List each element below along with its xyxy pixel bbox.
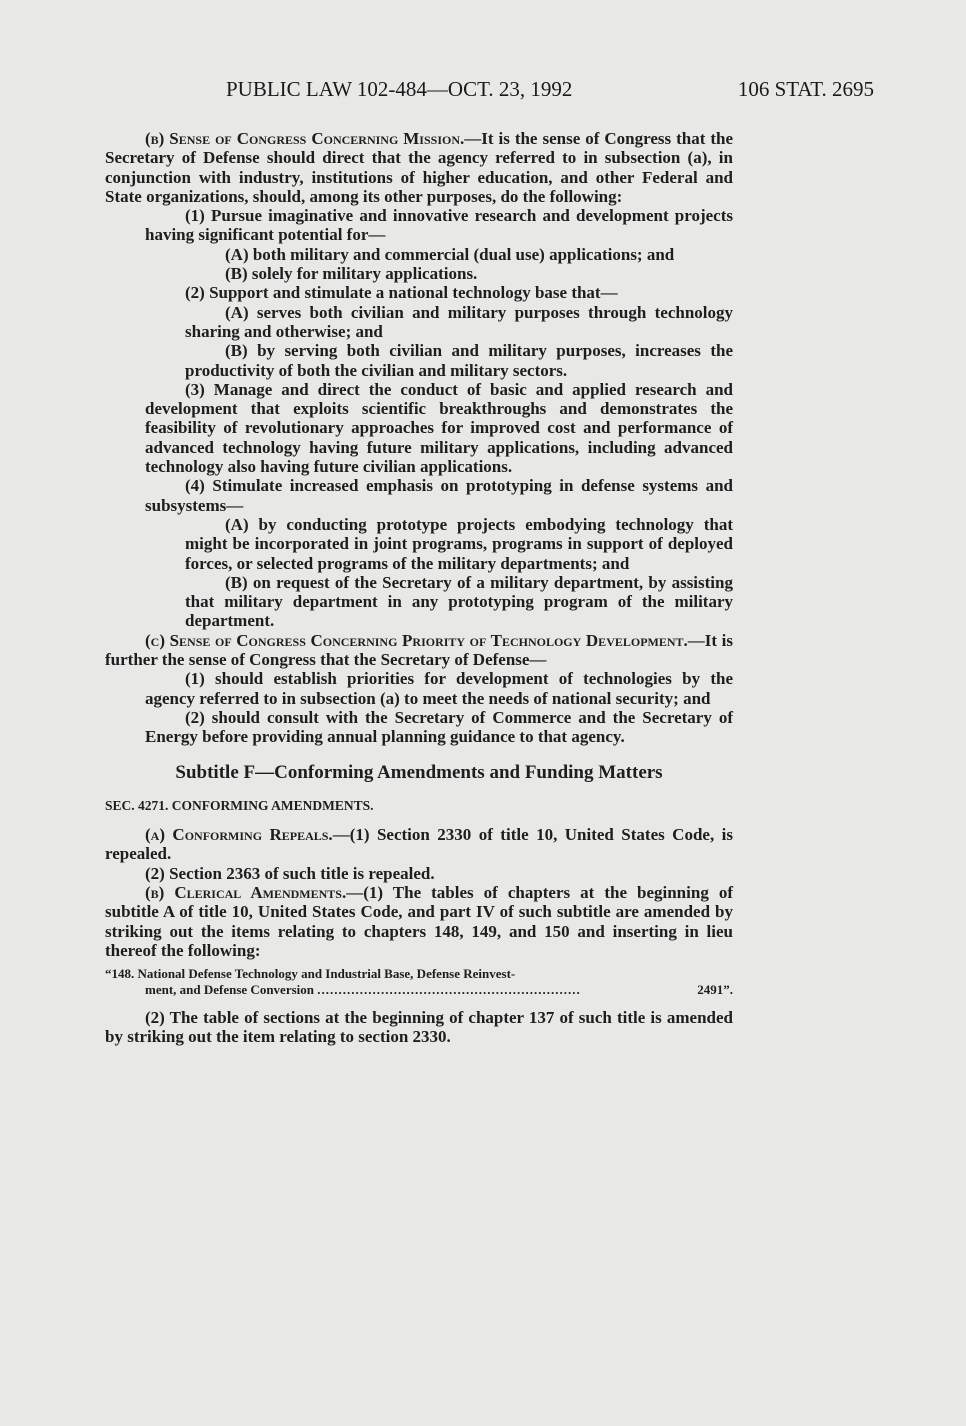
header-title: PUBLIC LAW 102-484—OCT. 23, 1992 [226,77,573,101]
subsection-a-text: —(1) Section 2330 of title 10, United States Code, is repealed. [105,825,733,864]
subtitle-heading: Subtitle F—Conforming Amendments and Funding Matters [175,761,663,783]
paragraph-4-A: (A) by conducting prototype projects embodying technology that might be incorporated in joint programs, programs in support of deployed forces, or selected programs of the military departments; and [185,514,733,573]
subsection-b-heading: (b) Sense of Congress Concerning Mission. [145,129,465,148]
subsection-a-2: (2) Section 2363 of such title is repealed. [145,863,435,883]
paragraph-4: (4) Stimulate increased emphasis on prototyping in defense systems and subsystems— [145,476,733,515]
document-body [105,129,733,1047]
toc-entry-line2: ment, and Defense Conversion [145,982,314,998]
subsection-b-text: —It is the sense of Congress that the Secretary of Defense should direct that the agency referred to in subsection (a), in conjunction with industry, institutions of higher education, and other Federal and State organizations, should, among its other purposes, do the following: [105,129,733,206]
subsection-c-heading: (c) Sense of Congress Concerning Priority of Technology Development. [145,630,688,650]
paragraph-2-A: (A) serves both civilian and military purposes through technology sharing and otherwise; and [185,302,733,341]
paragraph-2-B: (B) by serving both civilian and military purposes, increases the productivity of both the civilian and military sectors. [185,341,733,380]
subsection-b-clerical-text: —(1) The tables of chapters at the beginning of subtitle A of title 10, United States Code, and part IV of such subtitle are amended by striking out the items relating to chapters 148, 149, and 150 and inserting in lieu thereof the following: [105,882,733,960]
subsection-a [105,825,733,864]
subsection-b-clerical-2: (2) The table of sections at the beginning of chapter 137 of such title is amended by striking out the item relating to section 2330. [105,1008,733,1047]
toc-leader-dots: .............................................................. [317,982,581,998]
subsection-b [105,129,733,206]
subsection-c-text: —It is further the sense of Congress that the Secretary of Defense— [105,630,733,670]
section-heading: SEC. 4271. CONFORMING AMENDMENTS. [105,797,374,813]
toc-entry-line1: “148. National Defense Technology and Industrial Base, Defense Reinvest- [105,966,516,982]
paragraph-3: (3) Manage and direct the conduct of basic and applied research and development that exploits scientific breakthroughs and demonstrates the feasibility of revolutionary approaches for improved cost and performance of advanced technology having future military applications, including advanced technology also having future civilian applications. [145,379,733,477]
paragraph-4-B: (B) on request of the Secretary of a military department, by assisting that military department in any prototyping program of the military department. [185,572,733,631]
paragraph-c-1: (1) should establish priorities for development of technologies by the agency referred to in subsection (a) to meet the needs of national security; and [145,669,733,708]
paragraph-1-A: (A) both military and commercial (dual use) applications; and [225,244,675,264]
subsection-b-clerical [105,883,733,960]
paragraph-1-B: (B) solely for military applications. [225,264,478,284]
subsection-b-clerical-heading: (b) Clerical Amendments. [145,882,347,902]
subsection-c [105,631,733,670]
table-of-chapters-entry [105,966,733,998]
header-stat-page: 106 STAT. 2695 [737,77,874,101]
toc-entry-number: 2491”. [697,982,733,998]
paragraph-1: (1) Pursue imaginative and innovative research and development projects having significant potential for— [145,206,733,245]
paragraph-2: (2) Support and stimulate a national technology base that— [185,283,618,303]
paragraph-c-2: (2) should consult with the Secretary of Commerce and the Secretary of Energy before providing annual planning guidance to that agency. [145,707,733,747]
subsection-a-heading: (a) Conforming Repeals. [145,825,333,845]
